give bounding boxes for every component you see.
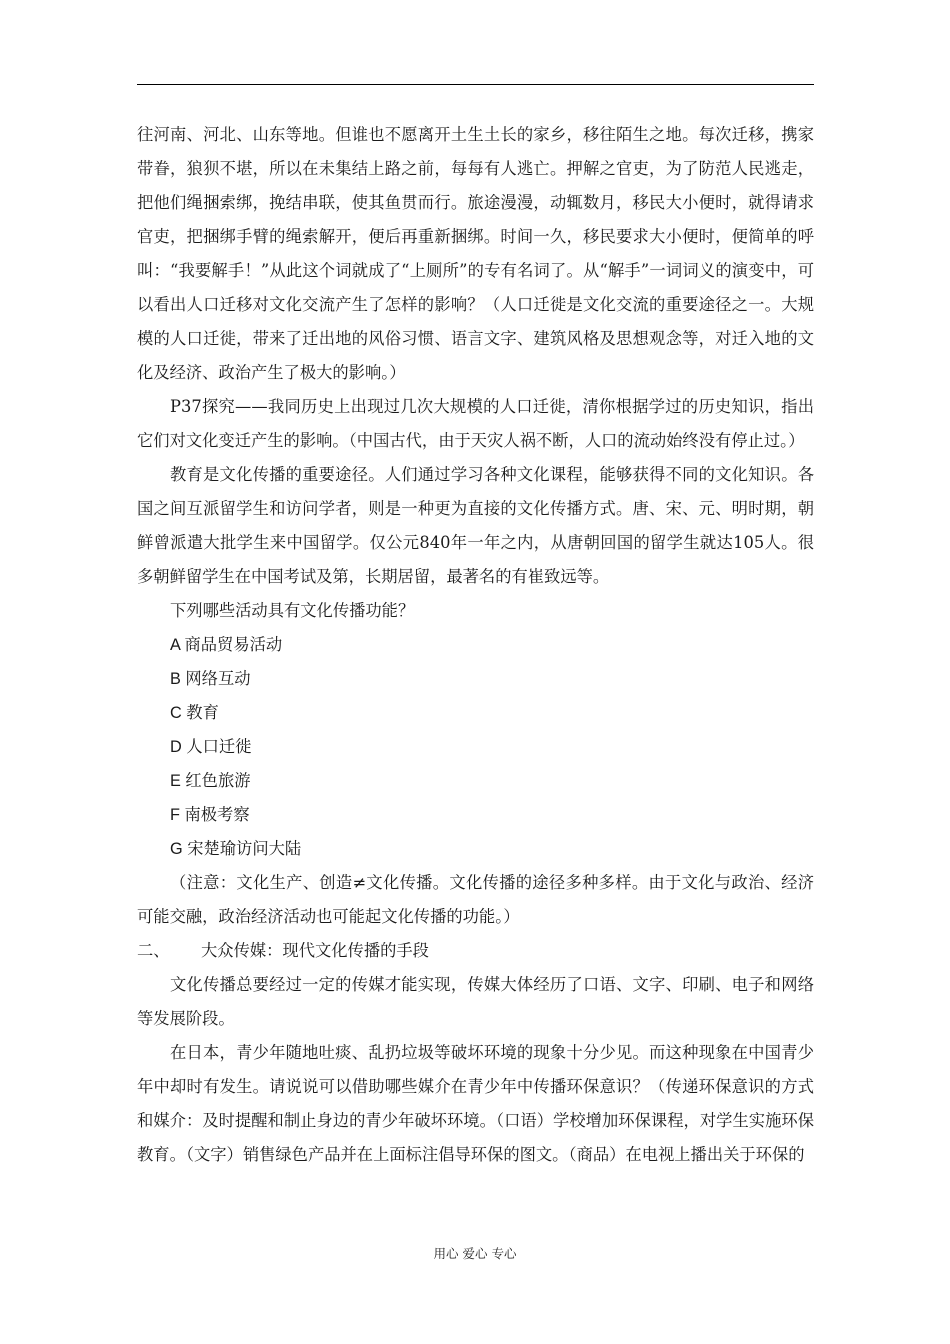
section-heading	[137, 934, 814, 968]
paragraph-explore: P37探究——我同历史上出现过几次大规模的人口迁徙，清你根据学过的历史知识，指出它们对文化变迁产生的影响。（中国古代，由于天灾人祸不断，人口的流动始终没有停止过。）	[137, 397, 814, 450]
option-f: F 南极考察	[170, 806, 250, 824]
option-e: E 红色旅游	[170, 772, 251, 790]
section-title: 大众传媒：现代文化传播的手段	[201, 941, 429, 960]
option-b: B 网络互动	[170, 670, 251, 688]
section-number: 二、	[137, 941, 170, 960]
option-c: C 教育	[170, 704, 219, 722]
document-body	[137, 118, 814, 1172]
paragraph-education: 教育是文化传播的重要途径。人们通过学习各种文化课程，能够获得不同的文化知识。各国之间互派留学生和访问学者，则是一种更为直接的文化传播方式。唐、宋、元、明时期，朝鲜曾派遣大批学生来中国留学。仅公元840年一年之内，从唐朝回国的留学生就达105人。很多朝鲜留学生在中国考试及第，长期居留，最著名的有崔致远等。	[137, 465, 814, 586]
question: 下列哪些活动具有文化传播功能？	[170, 601, 415, 620]
option-g: G 宋楚瑜访问大陆	[170, 840, 302, 858]
page-footer: 用心 爱心 专心	[433, 1246, 517, 1261]
note-paragraph: （注意：文化生产、创造≠文化传播。文化传播的途径多种多样。由于文化与政治、经济可能交融，政治经济活动也可能起文化传播的功能。）	[137, 873, 814, 926]
paragraph-media-stages: 文化传播总要经过一定的传媒才能实现，传媒大体经历了口语、文字、印刷、电子和网络等发展阶段。	[137, 975, 814, 1028]
option-a: A 商品贸易活动	[170, 636, 283, 654]
paragraph-environment: 在日本，青少年随地吐痰、乱扔垃圾等破坏环境的现象十分少见。而这种现象在中国青少年中却时有发生。请说说可以借助哪些媒介在青少年中传播环保意识？（传递环保意识的方式和媒介：及时提醒和制止身边的青少年破坏环境。（口语）学校增加环保课程，对学生实施环保教育。（文字）销售绿色产品并在上面标注倡导环保的图文。（商品）在电视上播出关于环保的	[137, 1043, 814, 1164]
option-d: D 人口迁徙	[170, 738, 252, 756]
paragraph-migration: 往河南、河北、山东等地。但谁也不愿离开土生土长的家乡，移往陌生之地。每次迁移，携家带眷，狼狈不堪，所以在未集结上路之前，每每有人逃亡。押解之官吏，为了防范人民逃走，把他们绳捆索绑，挽结串联，使其鱼贯而行。旅途漫漫，动辄数月，移民大小便时，就得请求官吏，把捆绑手臂的绳索解开，便后再重新捆绑。时间一久，移民要求大小便时，便简单的呼叫：“我要解手！”从此这个词就成了“上厕所”的专有名词了。从“解手”一词词义的演变中，可以看出人口迁移对文化交流产生了怎样的影响？（人口迁徙是文化交流的重要途径之一。大规模的人口迁徙，带来了迁出地的风俗习惯、语言文字、建筑风格及思想观念等，对迁入地的文化及经济、政治产生了极大的影响。）	[137, 125, 814, 382]
header-rule	[137, 84, 814, 85]
